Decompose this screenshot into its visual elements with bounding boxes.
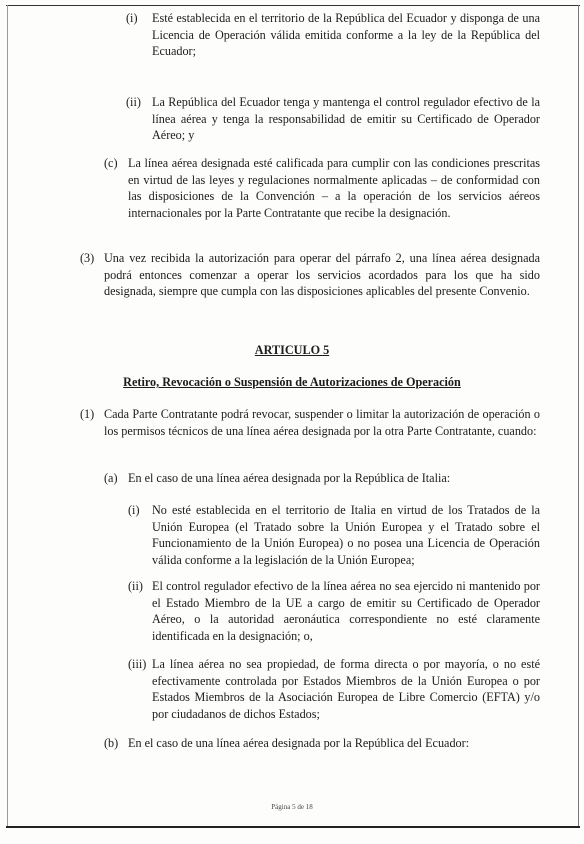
item-marker: (iii) <box>128 657 147 671</box>
page-border-bottom <box>6 826 580 828</box>
page-border-top <box>6 5 580 6</box>
item-italy-ii-text: El control regulador efectivo de la línea aérea no sea ejercido ni mantenido por el Estado Miembro de la UE a cargo de emitir su Certificado de Operador Aéreo, o la autoridad aeronáutica correspondiente no esté claramente identificada en la designación; o, <box>152 579 540 643</box>
item-marker: (i) <box>126 11 138 25</box>
article-title: Retiro, Revocación o Suspensión de Autorizaciones de Operación <box>123 375 461 389</box>
item-marker: (a) <box>104 471 118 485</box>
item-a-ii-text: La República del Ecuador tenga y mantenga el control regulador efectivo de la línea aérea y tenga la responsabilidad de emitir su Certificado de Operador Aéreo; y <box>152 95 540 143</box>
item-marker: (3) <box>80 251 95 265</box>
item-marker: (b) <box>104 736 119 750</box>
page-border-right <box>578 5 579 827</box>
paragraph-3-text: Una vez recibida la autorización para operar del párrafo 2, una línea aérea designada podrá entonces comenzar a operar los servicios acordados para los que ha sido designada, siempre que cumpla con las disposiciones aplicables del presente Convenio. <box>104 251 540 299</box>
item-marker: (i) <box>128 503 140 517</box>
item-italy-iii-text: La línea aérea no sea propiedad, de forma directa o por mayoría, o no esté efectivamente controlada por Estados Miembros de la Unión Europea o por Estados Miembros de la Asociación Europea de Libre Comercio (EFTA) y/o por ciudadanos de dichos Estados; <box>152 657 540 721</box>
item-marker: (ii) <box>126 95 141 109</box>
item-a-text: En el caso de una línea aérea designada por la República de Italia: <box>128 471 451 485</box>
article-number: ARTICULO 5 <box>254 343 330 357</box>
item-a-i-text: Esté establecida en el territorio de la República del Ecuador y disponga de una Licencia de Operación válida emitida conforme a la ley de la República del Ecuador; <box>152 11 540 59</box>
paragraph-1-text: Cada Parte Contratante podrá revocar, suspender o limitar la autorización de operación o los permisos técnicos de una línea aérea designada por la otra Parte Contratante, cuando: <box>104 407 540 438</box>
item-italy-i-text: No esté establecida en el territorio de Italia en virtud de los Tratados de la Unión Europea (el Tratado sobre la Unión Europea y el Tratado sobre el Funcionamiento de la Unión Europea) o no posea una Licencia de Operación válida conforme a la legislación de la Unión Europea; <box>152 503 540 567</box>
page-number: Página 5 de 18 <box>271 803 313 811</box>
item-marker: (ii) <box>128 579 143 593</box>
item-c-text: La línea aérea designada esté calificada para cumplir con las condiciones prescritas en virtud de las leyes y regulaciones normalmente aplicadas – de conformidad con las disposiciones de la Convención – a la operación de los servicios aéreos internacionales por la Parte Contratante que recibe la designación. <box>128 156 540 220</box>
item-marker: (c) <box>104 156 118 170</box>
item-marker: (1) <box>80 407 95 421</box>
item-b-text: En el caso de una línea aérea designada por la República del Ecuador: <box>128 736 470 750</box>
page-border-left <box>7 5 8 827</box>
